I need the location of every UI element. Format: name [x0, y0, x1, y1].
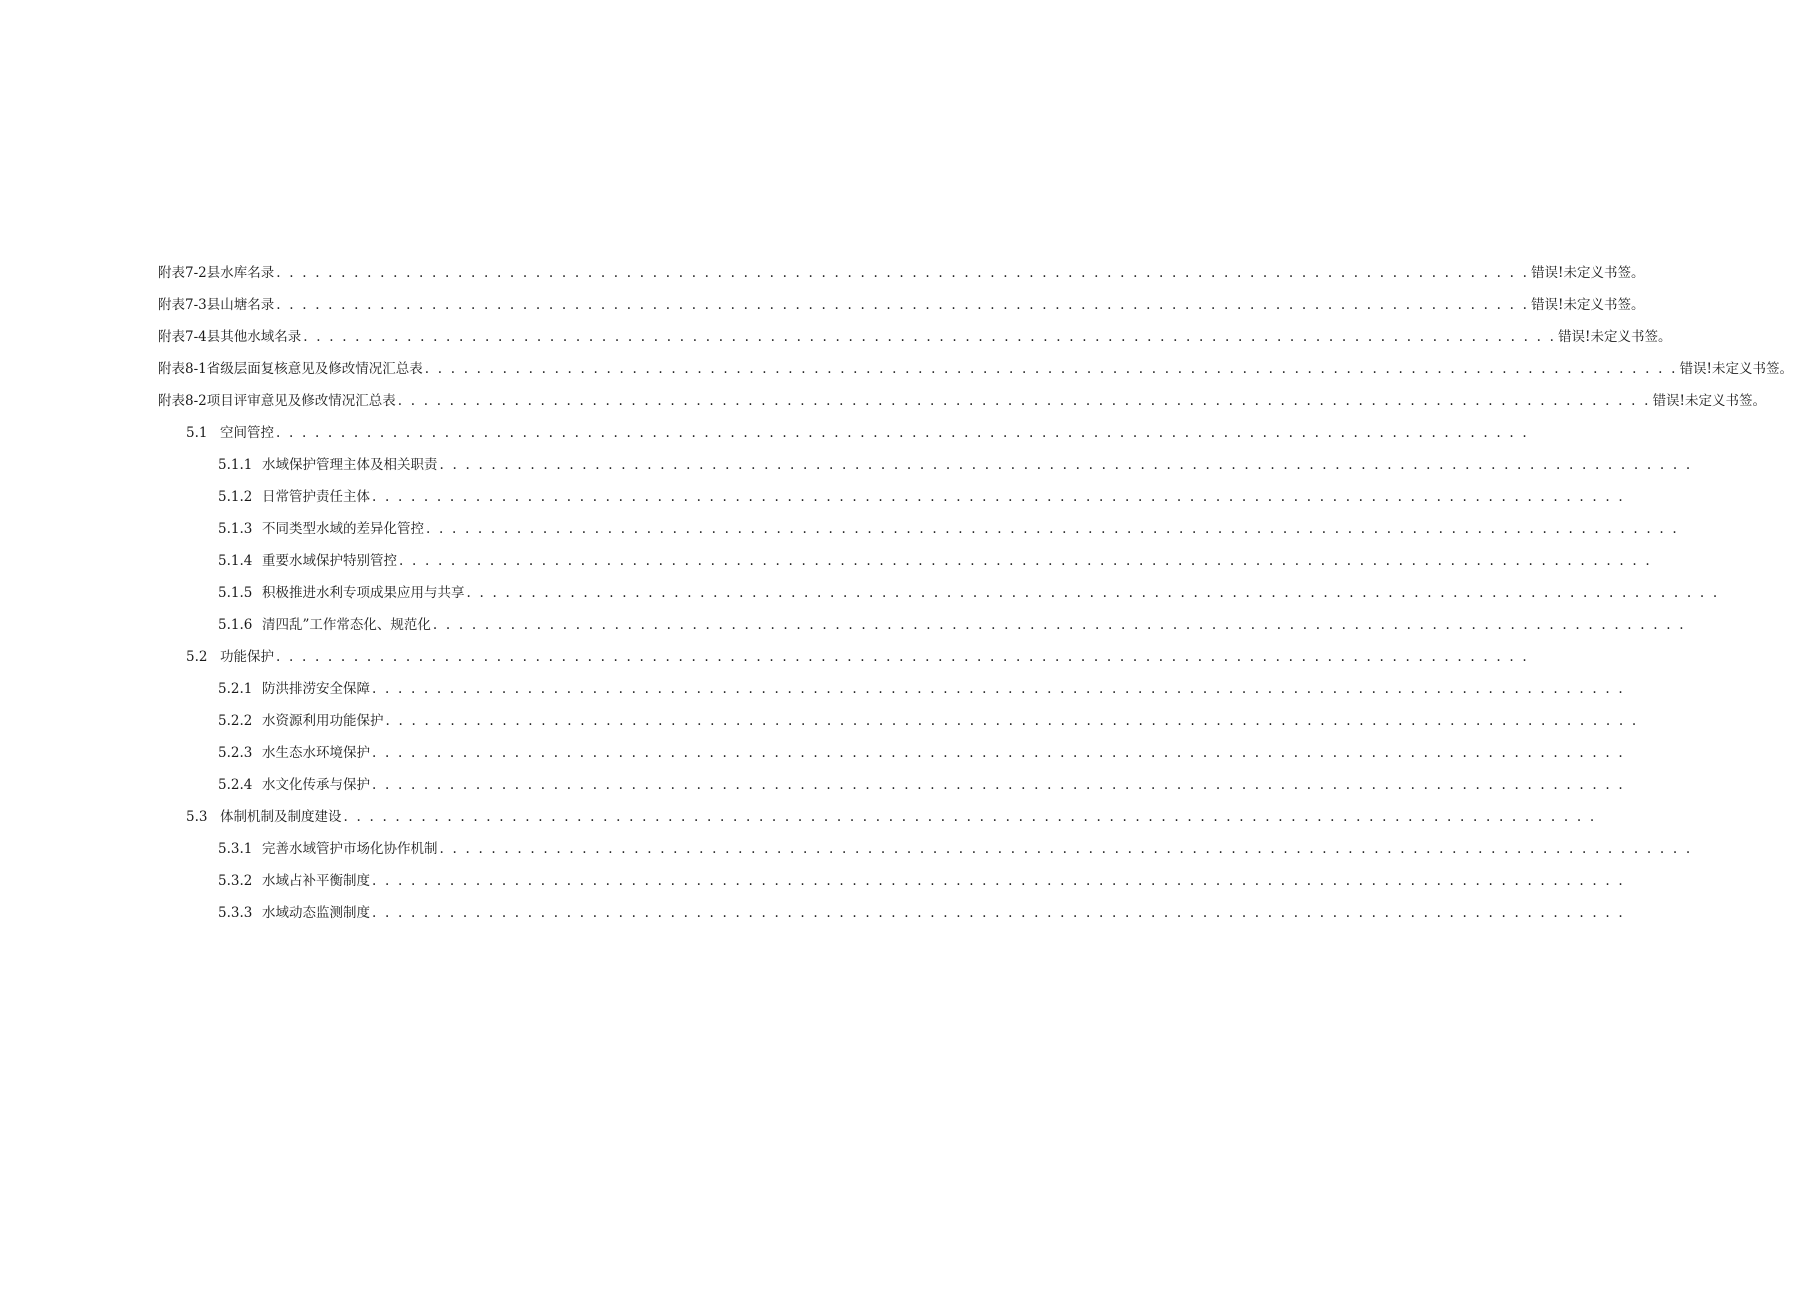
toc-entry[interactable]: [218, 610, 1686, 634]
toc-entry-number: 5.2.4: [218, 777, 253, 793]
toc-leader-dots: . . . . . . . . . . . . . . . . . . . . . . . . . . . . . . . . . . . . . . . . . . . . . . . . . . . . . . . . . . . . . . . . . . . . . . . . . . . . . . . . . . . . . . . . . . . . . . . . .: [432, 617, 1686, 633]
toc-leader-dots: . . . . . . . . . . . . . . . . . . . . . . . . . . . . . . . . . . . . . . . . . . . . . . . . . . . . . . . . . . . . . . . . . . . . . . . . . . . . . . . . . . . . . . . . . . . . . . . . .: [424, 361, 1678, 377]
toc-entry-title: 重要水域保护特别管控: [262, 553, 397, 569]
toc-entry-page: 错误!未定义书签。: [1652, 393, 1766, 409]
toc-entry-title: 附表8-2项目评审意见及修改情况汇总表: [158, 393, 396, 409]
toc-entry-title: 水资源利用功能保护: [262, 713, 384, 729]
toc-entry-title: 水文化传承与保护: [262, 777, 370, 793]
toc-leader-dots: . . . . . . . . . . . . . . . . . . . . . . . . . . . . . . . . . . . . . . . . . . . . . . . . . . . . . . . . . . . . . . . . . . . . . . . . . . . . . . . . . . . . . . . . . . . . . . . . .: [426, 521, 1679, 537]
toc-leader-dots: . . . . . . . . . . . . . . . . . . . . . . . . . . . . . . . . . . . . . . . . . . . . . . . . . . . . . . . . . . . . . . . . . . . . . . . . . . . . . . . . . . . . . . . . . . . . . . . . .: [372, 873, 1625, 889]
toc-entry-title: 水域保护管理主体及相关职责: [262, 457, 438, 473]
toc-leader-dots: . . . . . . . . . . . . . . . . . . . . . . . . . . . . . . . . . . . . . . . . . . . . . . . . . . . . . . . . . . . . . . . . . . . . . . . . . . . . . . . . . . . . . . . . . . . . . . . . .: [372, 681, 1625, 697]
toc-entry-title: 水生态水环境保护: [262, 745, 370, 761]
toc-entry-title: 附表7-4县其他水域名录: [158, 329, 302, 345]
toc-entry-title: 水域占补平衡制度: [262, 873, 370, 889]
toc-entry-title: 积极推进水利专项成果应用与共享: [262, 585, 465, 601]
toc-leader-dots: . . . . . . . . . . . . . . . . . . . . . . . . . . . . . . . . . . . . . . . . . . . . . . . . . . . . . . . . . . . . . . . . . . . . . . . . . . . . . . . . . . . . . . . . . . . . . . . . .: [372, 489, 1625, 505]
toc-entry[interactable]: [218, 546, 1652, 570]
toc-entry-number: 5.1.2: [218, 489, 253, 505]
toc-entry[interactable]: [218, 578, 1720, 602]
toc-entry-number: 5.1.5: [218, 585, 253, 601]
toc-entry-title: 功能保护: [220, 649, 274, 665]
toc-leader-dots: . . . . . . . . . . . . . . . . . . . . . . . . . . . . . . . . . . . . . . . . . . . . . . . . . . . . . . . . . . . . . . . . . . . . . . . . . . . . . . . . . . . . . . . . . . . . . . . . .: [439, 841, 1693, 857]
toc-leader-dots: . . . . . . . . . . . . . . . . . . . . . . . . . . . . . . . . . . . . . . . . . . . . . . . . . . . . . . . . . . . . . . . . . . . . . . . . . . . . . . . . . . . . . . . . . . . . . . . . .: [276, 425, 1529, 441]
toc-entry[interactable]: [218, 706, 1639, 730]
toc-entry-number: 5.3.3: [218, 905, 253, 921]
toc-entry-page: 错误!未定义书签。: [1531, 265, 1645, 281]
toc-entry[interactable]: [218, 866, 1625, 890]
toc-entry-number: 5.1.6: [218, 617, 253, 633]
toc-entry[interactable]: [218, 514, 1679, 538]
toc-entry-number: 5.1.4: [218, 553, 253, 569]
toc-entry[interactable]: [218, 898, 1625, 922]
toc-entry-title: 水域动态监测制度: [262, 905, 370, 921]
toc-entry-title: 清四乱”工作常态化、规范化: [262, 617, 431, 633]
toc-entry-title: 体制机制及制度建设: [220, 809, 342, 825]
toc-leader-dots: . . . . . . . . . . . . . . . . . . . . . . . . . . . . . . . . . . . . . . . . . . . . . . . . . . . . . . . . . . . . . . . . . . . . . . . . . . . . . . . . . . . . . . . . . . . . . . . . .: [372, 745, 1625, 761]
toc-entry-title: 附表8-1省级层面复核意见及修改情况汇总表: [158, 361, 423, 377]
toc-leader-dots: . . . . . . . . . . . . . . . . . . . . . . . . . . . . . . . . . . . . . . . . . . . . . . . . . . . . . . . . . . . . . . . . . . . . . . . . . . . . . . . . . . . . . . . . . . . . . . . . .: [372, 777, 1625, 793]
toc-leader-dots: . . . . . . . . . . . . . . . . . . . . . . . . . . . . . . . . . . . . . . . . . . . . . . . . . . . . . . . . . . . . . . . . . . . . . . . . . . . . . . . . . . . . . . . . . . . . . . . . .: [276, 265, 1530, 281]
toc-entry[interactable]: [158, 354, 1793, 378]
toc-entry[interactable]: [186, 802, 1597, 826]
toc-entry-number: 5.2.3: [218, 745, 253, 761]
toc-entry[interactable]: [218, 770, 1625, 794]
toc-entry-title: 不同类型水域的差异化管控: [262, 521, 424, 537]
toc-entry-page: 错误!未定义书签。: [1531, 297, 1645, 313]
toc-entry[interactable]: [218, 674, 1625, 698]
toc-entry-title: 附表7-3县山塘名录: [158, 297, 275, 313]
toc-entry[interactable]: [218, 834, 1693, 858]
toc-entry[interactable]: [158, 290, 1645, 314]
toc-entry-number: 5.1.1: [218, 457, 253, 473]
toc-leader-dots: . . . . . . . . . . . . . . . . . . . . . . . . . . . . . . . . . . . . . . . . . . . . . . . . . . . . . . . . . . . . . . . . . . . . . . . . . . . . . . . . . . . . . . . . . . . . . . . . .: [276, 297, 1530, 313]
toc-entry-number: 5.1.3: [218, 521, 253, 537]
toc-entry-title: 空间管控: [220, 425, 274, 441]
toc-entry[interactable]: [218, 482, 1625, 506]
toc-entry-number: 5.3.1: [218, 841, 253, 857]
toc-entry-number: 5.1: [186, 425, 208, 441]
toc-entry-title: 完善水域管护市场化协作机制: [262, 841, 438, 857]
toc-entry[interactable]: [218, 450, 1693, 474]
toc-entry-number: 5.3: [186, 809, 208, 825]
toc-entry-number: 5.2.2: [218, 713, 253, 729]
toc-entry-number: 5.2.1: [218, 681, 253, 697]
toc-entry-page: 错误!未定义书签。: [1558, 329, 1672, 345]
toc-entry[interactable]: [186, 642, 1529, 666]
toc-leader-dots: . . . . . . . . . . . . . . . . . . . . . . . . . . . . . . . . . . . . . . . . . . . . . . . . . . . . . . . . . . . . . . . . . . . . . . . . . . . . . . . . . . . . . . . . . . . . . . . . .: [303, 329, 1557, 345]
toc-leader-dots: . . . . . . . . . . . . . . . . . . . . . . . . . . . . . . . . . . . . . . . . . . . . . . . . . . . . . . . . . . . . . . . . . . . . . . . . . . . . . . . . . . . . . . . . . . . . . . . . .: [343, 809, 1597, 825]
toc-entry[interactable]: [158, 322, 1672, 346]
toc-entry[interactable]: [158, 386, 1766, 410]
toc-entry[interactable]: [218, 738, 1625, 762]
toc-leader-dots: . . . . . . . . . . . . . . . . . . . . . . . . . . . . . . . . . . . . . . . . . . . . . . . . . . . . . . . . . . . . . . . . . . . . . . . . . . . . . . . . . . . . . . . . . . . . . . . . .: [385, 713, 1639, 729]
toc-leader-dots: . . . . . . . . . . . . . . . . . . . . . . . . . . . . . . . . . . . . . . . . . . . . . . . . . . . . . . . . . . . . . . . . . . . . . . . . . . . . . . . . . . . . . . . . . . . . . . . . .: [466, 585, 1720, 601]
toc-leader-dots: . . . . . . . . . . . . . . . . . . . . . . . . . . . . . . . . . . . . . . . . . . . . . . . . . . . . . . . . . . . . . . . . . . . . . . . . . . . . . . . . . . . . . . . . . . . . . . . . .: [399, 553, 1652, 569]
toc-entry-number: 5.2: [186, 649, 208, 665]
toc-entry-page: 错误!未定义书签。: [1679, 361, 1793, 377]
toc-leader-dots: . . . . . . . . . . . . . . . . . . . . . . . . . . . . . . . . . . . . . . . . . . . . . . . . . . . . . . . . . . . . . . . . . . . . . . . . . . . . . . . . . . . . . . . . . . . . . . . . .: [372, 905, 1625, 921]
toc-entry[interactable]: [186, 418, 1529, 442]
toc-entry-title: 防洪排涝安全保障: [262, 681, 370, 697]
toc-entry-title: 附表7-2县水库名录: [158, 265, 275, 281]
toc-entry-number: 5.3.2: [218, 873, 253, 889]
toc-leader-dots: . . . . . . . . . . . . . . . . . . . . . . . . . . . . . . . . . . . . . . . . . . . . . . . . . . . . . . . . . . . . . . . . . . . . . . . . . . . . . . . . . . . . . . . . . . . . . . . . .: [439, 457, 1693, 473]
toc-leader-dots: . . . . . . . . . . . . . . . . . . . . . . . . . . . . . . . . . . . . . . . . . . . . . . . . . . . . . . . . . . . . . . . . . . . . . . . . . . . . . . . . . . . . . . . . . . . . . . . . .: [397, 393, 1651, 409]
toc-entry-title: 日常管护责任主体: [262, 489, 370, 505]
toc-leader-dots: . . . . . . . . . . . . . . . . . . . . . . . . . . . . . . . . . . . . . . . . . . . . . . . . . . . . . . . . . . . . . . . . . . . . . . . . . . . . . . . . . . . . . . . . . . . . . . . . .: [276, 649, 1529, 665]
toc-entry[interactable]: [158, 258, 1645, 282]
